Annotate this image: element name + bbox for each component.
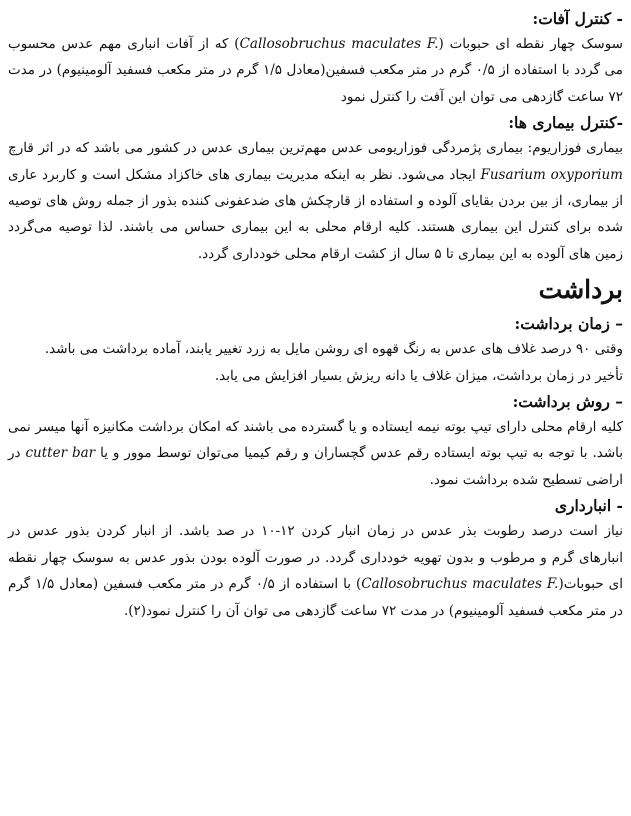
disease-control-text-start: بیماری فوزاریوم: بیماری پژمردگی فوزاریومی عدس مهم‌ترین بیماری عدس در کشور می باشد که در اثر قارچ [8, 140, 623, 157]
storage-heading: - انبارداری [554, 496, 623, 516]
storage-pest-scientific-name: Callosobruchus maculates F. [361, 576, 559, 593]
pest-control-text-end: ) که از آفات انباری مهم عدس محسوب می گردد با استفاده از ۰/۵ گرم در متر مکعب فسفین(معادل ۱/۵ گرم در متر مکعب فسفید آلومینیوم) در مدت ۷۲ ساعت گازدهی می توان این آفت را کنترل نمود [8, 36, 623, 105]
pest-control-section [8, 6, 623, 110]
disease-control-heading: -کنترل بیماری ها: [508, 113, 623, 133]
fungus-scientific-name: Fusarium oxyporium [480, 166, 623, 183]
storage-text-start: نیاز است درصد رطوبت بذر عدس در زمان انبار کردن ۱۲-۱۰ در صد باشد. از انبار کردن بذور عدس در انبارهای گرم و مرطوب و بدون تهویه خودداری گردد. در صورت آلوده بودن بذور عدس به سوسک چهار نقطه ای حبوبات( [8, 523, 623, 593]
cutter-bar-term: cutter bar [25, 445, 96, 462]
harvest-time-section [8, 311, 623, 389]
harvest-title: برداشت [538, 275, 623, 305]
pest-control-paragraph [8, 31, 623, 110]
harvest-method-text-end: در اراضی تسطیح شده برداشت نمود. [8, 445, 623, 488]
storage-section [8, 493, 623, 624]
disease-control-section [8, 110, 623, 267]
harvest-time-paragraph-1: وقتی ۹۰ درصد غلاف های عدس به رنگ قهوه ای روشن مایل به زرد تغییر یابند، آماده برداشت می باشد. [44, 341, 623, 358]
pest-scientific-name: Callosobruchus maculates F. [239, 36, 439, 52]
disease-control-paragraph [8, 135, 623, 267]
harvest-method-heading: – روش برداشت: [512, 392, 623, 412]
pest-control-heading: - کنترل آفات: [532, 9, 623, 28]
harvest-method-text-start: کلیه ارقام محلی دارای تیپ بوته نیمه ایستاده و یا گسترده می باشند که امکان برداشت مکانیزه آنها میسر نمی باشد. با توجه به تیپ بوته ایستاده رقم عدس گچساران و رقم کیمیا می‌توان توسط موور و یا [8, 419, 624, 462]
harvest-time-heading: – زمان برداشت: [514, 314, 623, 334]
disease-control-text-end: ایجاد می‌شود. نظر به اینکه مدیریت بیماری های خاکزاد مشکل است و کاربرد عاری از بیماری، از بین بردن بقایای آلوده و استفاده از قارچکش های ضدعفونی کننده بذور از جمله روش های توصیه شده برای کنترل این بیماری هستند. کلیه ارقام محلی به این بیماری حساس می باشند. لذا توصیه می‌گردد زمین های آلوده به این بیماری تا ۵ سال از کشت ارقام محلی خودداری گردد. [8, 166, 623, 262]
pest-control-text-start: سوسک چهار نقطه ای حبوبات ( [438, 36, 623, 52]
harvest-method-section [8, 389, 623, 493]
storage-paragraph [8, 518, 623, 624]
harvest-method-paragraph [8, 414, 623, 493]
harvest-time-paragraph-2: تأخیر در زمان برداشت، میزان غلاف یا دانه ریزش بسیار افزایش می یابد. [214, 367, 623, 384]
storage-text-end: ) با استفاده از ۰/۵ گرم در متر مکعب فسفین (معادل ۱/۵ گرم در متر مکعب فسفید آلومینیوم) در مدت ۷۲ ساعت گازدهی می توان آن را کنترل نمود(۲). [8, 576, 623, 619]
